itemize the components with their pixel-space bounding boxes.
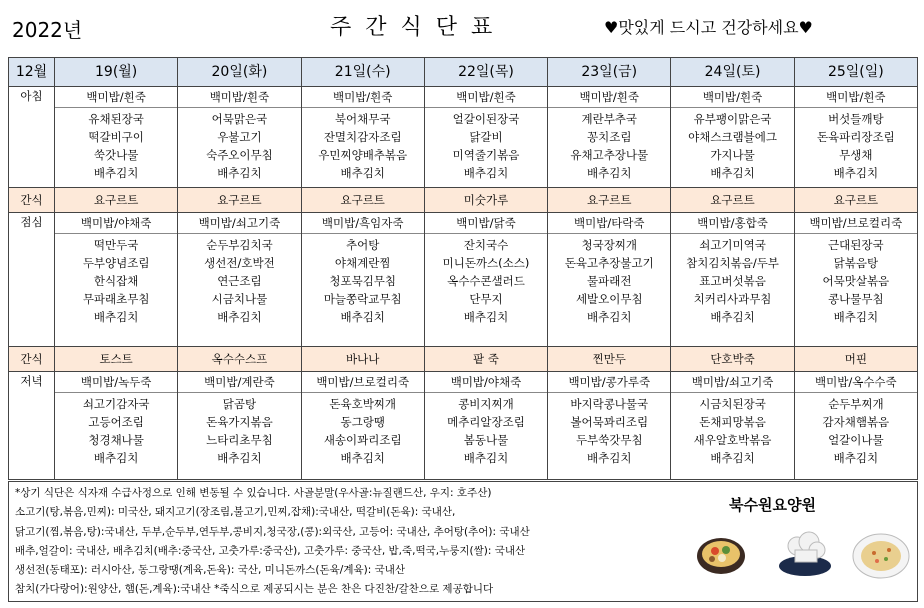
side-dish-list bbox=[548, 393, 670, 467]
side-dish: 배추김치 bbox=[710, 451, 755, 465]
snack2-row bbox=[9, 347, 918, 372]
side-dish: 배추김치 bbox=[93, 451, 139, 465]
side-dish: 감자채햄볶음 bbox=[822, 415, 890, 429]
note-line: 생선전(동태포): 러시아산, 동그랑땡(계육,돈육): 국산, 미니돈까스(돈육/계육): 국내산 bbox=[15, 564, 406, 577]
menu-cell bbox=[301, 87, 424, 188]
page-header bbox=[0, 0, 924, 56]
menu-cell: 요구르트 bbox=[671, 188, 794, 213]
side-dish: 청포묵김무침 bbox=[329, 274, 397, 288]
slogan: ♥맛있게 드시고 건강하세요♥ bbox=[604, 18, 813, 37]
side-dish: 한식잡채 bbox=[93, 274, 139, 288]
side-dish: 단무지 bbox=[469, 292, 503, 306]
side-dish-list bbox=[425, 393, 547, 467]
notes-box bbox=[8, 481, 918, 602]
side-dish: 우불고기 bbox=[217, 130, 262, 144]
side-dish-list bbox=[302, 234, 424, 326]
side-dish: 쑥갓나물 bbox=[93, 148, 139, 162]
side-dish: 배추김치 bbox=[833, 166, 879, 180]
side-dish: 숙주오이무침 bbox=[206, 148, 273, 162]
main-dish: 백미밥/홍합죽 bbox=[671, 213, 793, 234]
side-dish: 우민찌양배추볶음 bbox=[318, 148, 408, 162]
side-dish: 닭갈비 bbox=[469, 130, 503, 144]
bibimbap-bowl-icon bbox=[697, 538, 745, 574]
main-dish: 백미밥/흰죽 bbox=[795, 87, 917, 108]
side-dish: 쇠고기감자국 bbox=[82, 397, 150, 411]
side-dish: 배추김치 bbox=[340, 310, 385, 324]
side-dish: 느타리초무침 bbox=[206, 433, 273, 447]
day-header: 23일(금) bbox=[548, 58, 671, 87]
side-dish: 돈육파리장조림 bbox=[816, 130, 895, 144]
day-header: 20일(화) bbox=[178, 58, 301, 87]
main-dish: 백미밥/옥수수죽 bbox=[795, 372, 917, 393]
side-dish: 배추김치 bbox=[710, 310, 755, 324]
side-dish: 돈채피망볶음 bbox=[699, 415, 766, 429]
menu-cell: 팥 죽 bbox=[424, 347, 547, 372]
side-dish: 연근조림 bbox=[217, 274, 262, 288]
side-dish: 북어채무국 bbox=[334, 112, 391, 126]
side-dish: 청국장찌개 bbox=[581, 238, 638, 252]
side-dish: 봄동나물 bbox=[463, 433, 509, 447]
side-dish: 배추김치 bbox=[217, 166, 262, 180]
side-dish: 생선전/호박전 bbox=[204, 256, 275, 270]
side-dish: 얼갈이된장국 bbox=[452, 112, 520, 126]
side-dish-list bbox=[178, 234, 300, 326]
menu-cell: 요구르트 bbox=[178, 188, 301, 213]
breakfast-row bbox=[9, 87, 918, 188]
side-dish-list bbox=[795, 393, 917, 467]
menu-cell: 요구르트 bbox=[55, 188, 178, 213]
side-dish-list bbox=[795, 108, 917, 182]
note-line: 참치(가다랑어):원양산, 햄(돈,계육):국내산 *죽식으로 제공되시는 분은 찬은 다진찬/갈찬으로 제공합니다 bbox=[15, 583, 494, 596]
side-dish: 시금치된장국 bbox=[699, 397, 766, 411]
side-dish: 배추김치 bbox=[587, 310, 632, 324]
note-line: 소고기(탕,볶음,민찌): 미국산, 돼지고기(장조림,불고기,민찌,잡채):국내산, 떡갈비(돈육): 국내산, bbox=[15, 506, 456, 519]
side-dish-list bbox=[425, 234, 547, 326]
menu-cell: 요구르트 bbox=[301, 188, 424, 213]
menu-cell bbox=[55, 87, 178, 188]
side-dish: 바지락콩나물국 bbox=[570, 397, 649, 411]
side-dish-list bbox=[548, 108, 670, 182]
menu-cell bbox=[178, 213, 301, 347]
main-dish: 백미밥/쇠고기죽 bbox=[178, 213, 300, 234]
side-dish: 유채고추장나물 bbox=[570, 148, 649, 162]
side-dish: 배추김치 bbox=[463, 451, 509, 465]
side-dish: 잔치국수 bbox=[463, 238, 509, 252]
menu-cell: 요구르트 bbox=[548, 188, 671, 213]
meal-label: 점심 bbox=[9, 213, 55, 347]
side-dish: 배추김치 bbox=[587, 166, 632, 180]
side-dish: 배추김치 bbox=[710, 166, 755, 180]
side-dish: 표고버섯볶음 bbox=[699, 274, 766, 288]
menu-cell bbox=[548, 213, 671, 347]
side-dish: 순두부김치국 bbox=[206, 238, 273, 252]
snack1-row bbox=[9, 188, 918, 213]
main-dish: 백미밥/브로컬리죽 bbox=[795, 213, 917, 234]
side-dish-list bbox=[55, 108, 177, 182]
side-dish-list bbox=[671, 234, 793, 326]
side-dish-list bbox=[178, 393, 300, 467]
meal-label: 아침 bbox=[9, 87, 55, 188]
menu-cell: 바나나 bbox=[301, 347, 424, 372]
side-dish: 시금치나물 bbox=[211, 292, 268, 306]
side-dish-list bbox=[548, 234, 670, 326]
side-dish: 새송이꽈리조림 bbox=[323, 433, 402, 447]
side-dish: 세발오이무침 bbox=[575, 292, 643, 306]
side-dish-list bbox=[795, 234, 917, 326]
side-dish: 옥수수콘샐러드 bbox=[447, 274, 525, 288]
side-dish: 물파래전 bbox=[587, 274, 632, 288]
side-dish: 두부쑥갓무침 bbox=[575, 433, 643, 447]
menu-cell bbox=[424, 213, 547, 347]
side-dish: 순두부찌개 bbox=[828, 397, 884, 411]
menu-cell bbox=[301, 213, 424, 347]
menu-cell bbox=[548, 372, 671, 480]
side-dish: 두부양념조림 bbox=[82, 256, 150, 270]
menu-cell bbox=[794, 213, 917, 347]
day-header: 24일(토) bbox=[671, 58, 794, 87]
menu-cell bbox=[671, 213, 794, 347]
side-dish: 돈육고추장불고기 bbox=[564, 256, 654, 270]
main-dish: 백미밥/계란죽 bbox=[178, 372, 300, 393]
side-dish: 가지나물 bbox=[710, 148, 755, 162]
side-dish: 배추김치 bbox=[463, 310, 509, 324]
side-dish-list bbox=[302, 393, 424, 467]
side-dish: 계란부추국 bbox=[581, 112, 638, 126]
main-dish: 백미밥/흰죽 bbox=[302, 87, 424, 108]
fried-rice-plate-icon bbox=[853, 534, 909, 578]
side-dish: 마늘쫑락교무침 bbox=[323, 292, 402, 306]
menu-cell: 머핀 bbox=[794, 347, 917, 372]
menu-cell: 옥수수스프 bbox=[178, 347, 301, 372]
side-dish-list bbox=[302, 108, 424, 182]
menu-cell: 토스트 bbox=[55, 347, 178, 372]
side-dish: 청경채나물 bbox=[88, 433, 144, 447]
menu-cell bbox=[178, 372, 301, 480]
day-header: 22일(목) bbox=[424, 58, 547, 87]
side-dish: 근대된장국 bbox=[828, 238, 884, 252]
menu-cell bbox=[424, 87, 547, 188]
side-dish: 야채계란찜 bbox=[334, 256, 391, 270]
side-dish: 배추김치 bbox=[217, 310, 262, 324]
meal-label: 저녁 bbox=[9, 372, 55, 480]
main-dish: 백미밥/흰죽 bbox=[671, 87, 793, 108]
menu-cell bbox=[301, 372, 424, 480]
side-dish: 배추김치 bbox=[340, 451, 385, 465]
main-dish: 백미밥/브로컬리죽 bbox=[302, 372, 424, 393]
origin-notes bbox=[15, 484, 695, 600]
main-dish: 백미밥/흑임자죽 bbox=[302, 213, 424, 234]
dinner-row bbox=[9, 372, 918, 480]
side-dish: 콩비지찌개 bbox=[458, 397, 514, 411]
side-dish: 치커리사과무침 bbox=[693, 292, 772, 306]
side-dish: 돈육가지볶음 bbox=[206, 415, 273, 429]
side-dish-list bbox=[55, 393, 177, 467]
side-dish: 배추김치 bbox=[587, 451, 632, 465]
side-dish-list bbox=[425, 108, 547, 182]
main-dish: 백미밥/흰죽 bbox=[178, 87, 300, 108]
main-dish: 백미밥/흰죽 bbox=[425, 87, 547, 108]
day-header: 25일(일) bbox=[794, 58, 917, 87]
main-dish: 백미밥/야채죽 bbox=[425, 372, 547, 393]
menu-cell bbox=[671, 87, 794, 188]
side-dish: 무파래초무침 bbox=[82, 292, 150, 306]
menu-cell bbox=[424, 372, 547, 480]
side-dish: 쇠고기미역국 bbox=[699, 238, 766, 252]
side-dish: 새우알호박볶음 bbox=[693, 433, 772, 447]
menu-cell bbox=[794, 372, 917, 480]
menu-cell bbox=[548, 87, 671, 188]
menu-cell bbox=[794, 87, 917, 188]
side-dish: 유부팽이맑은국 bbox=[693, 112, 772, 126]
side-dish: 유채된장국 bbox=[88, 112, 144, 126]
side-dish: 무생채 bbox=[839, 148, 873, 162]
side-dish: 미니돈까스(소스) bbox=[442, 256, 530, 270]
note-line: *상기 식단은 식자재 수급사정으로 인해 변동될 수 있습니다. 사골분말(우사골:뉴질랜드산, 우지: 호주산) bbox=[15, 487, 492, 499]
weekly-menu-table bbox=[8, 57, 918, 480]
side-dish: 잔멸치감자조림 bbox=[323, 130, 402, 144]
side-dish: 얼갈이나물 bbox=[828, 433, 884, 447]
main-dish: 백미밥/녹두죽 bbox=[55, 372, 177, 393]
main-dish: 백미밥/타락죽 bbox=[548, 213, 670, 234]
side-dish: 메추리알장조림 bbox=[447, 415, 525, 429]
day-header: 19(월) bbox=[55, 58, 178, 87]
side-dish-list bbox=[55, 234, 177, 326]
menu-cell: 미숫가루 bbox=[424, 188, 547, 213]
main-dish: 백미밥/흰죽 bbox=[55, 87, 177, 108]
lunch-row bbox=[9, 213, 918, 347]
side-dish: 미역줄기볶음 bbox=[452, 148, 520, 162]
menu-cell: 찐만두 bbox=[548, 347, 671, 372]
side-dish: 야채스크램블에그 bbox=[688, 130, 777, 144]
side-dish: 꽁치조림 bbox=[587, 130, 632, 144]
side-dish: 닭곰탕 bbox=[222, 397, 257, 411]
menu-cell: 요구르트 bbox=[794, 188, 917, 213]
side-dish: 참치김치볶음/두부 bbox=[686, 256, 779, 270]
side-dish: 배추김치 bbox=[340, 166, 385, 180]
main-dish: 백미밥/닭죽 bbox=[425, 213, 547, 234]
food-illustrations bbox=[693, 526, 913, 586]
side-dish: 배추김치 bbox=[93, 166, 139, 180]
day-header: 21일(수) bbox=[301, 58, 424, 87]
side-dish: 배추김치 bbox=[93, 310, 139, 324]
side-dish: 콩나물무침 bbox=[828, 292, 884, 306]
note-line: 배추,얼갈이: 국내산, 배추김치(배추:중국산, 고춧가루:중국산), 고춧가루: 중국산, 밥,죽,떡국,누룽지(쌀): 국내산 bbox=[15, 544, 526, 557]
main-dish: 백미밥/쇠고기죽 bbox=[671, 372, 793, 393]
side-dish-list bbox=[671, 393, 793, 467]
side-dish: 배추김치 bbox=[463, 166, 509, 180]
side-dish: 배추김치 bbox=[833, 451, 879, 465]
side-dish: 버섯들깨탕 bbox=[828, 112, 884, 126]
side-dish: 어묵맛살볶음 bbox=[822, 274, 890, 288]
side-dish: 고등어조림 bbox=[88, 415, 144, 429]
side-dish-list bbox=[671, 108, 793, 182]
menu-cell: 단호박죽 bbox=[671, 347, 794, 372]
facility-name: 북수원요양원 bbox=[729, 496, 816, 514]
year-label: 2022년 bbox=[12, 18, 83, 42]
side-dish: 볼어묵꽈리조림 bbox=[570, 415, 649, 429]
note-line: 닭고기(찜,볶음,탕):국내산, 두부,순두부,연두부,콩비지,청국장,(콩):외국산, 고등어: 국내산, 추어탕(추어): 국내산 bbox=[15, 525, 530, 538]
side-dish: 배추김치 bbox=[833, 310, 879, 324]
meal-label: 간식 bbox=[9, 188, 55, 213]
side-dish: 닭볶음탕 bbox=[833, 256, 879, 270]
main-dish: 백미밥/야채죽 bbox=[55, 213, 177, 234]
side-dish: 추어탕 bbox=[346, 238, 380, 252]
chef-hat-icon bbox=[779, 532, 831, 576]
page-title: 주간식단표 bbox=[330, 15, 507, 40]
main-dish: 백미밥/콩가루죽 bbox=[548, 372, 670, 393]
side-dish: 돈육호박찌개 bbox=[329, 397, 397, 411]
side-dish: 떡만두국 bbox=[93, 238, 139, 252]
side-dish: 어묵맑은국 bbox=[211, 112, 268, 126]
menu-cell bbox=[55, 213, 178, 347]
side-dish: 떡갈비구이 bbox=[88, 130, 144, 144]
menu-cell bbox=[671, 372, 794, 480]
side-dish: 배추김치 bbox=[217, 451, 262, 465]
meal-label: 간식 bbox=[9, 347, 55, 372]
side-dish-list bbox=[178, 108, 300, 182]
month-header: 12월 bbox=[9, 58, 55, 87]
menu-cell bbox=[178, 87, 301, 188]
menu-cell bbox=[55, 372, 178, 480]
side-dish: 동그랑땡 bbox=[340, 415, 385, 429]
main-dish: 백미밥/흰죽 bbox=[548, 87, 670, 108]
